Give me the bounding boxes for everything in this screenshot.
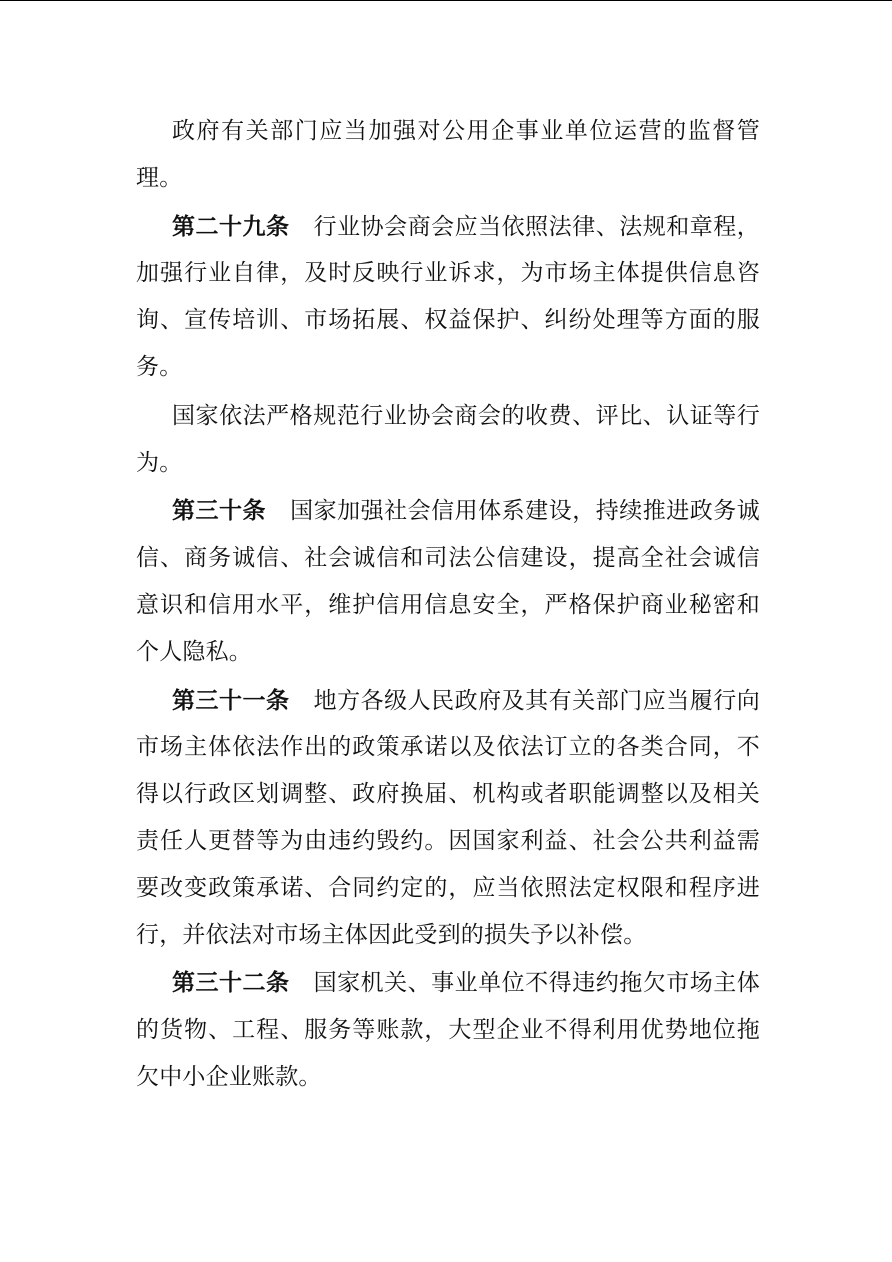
paragraph-article-32 [136,960,760,1100]
paragraph-text: 政府有关部门应当加强对公用企事业单位运营的监督管理。 [136,118,760,191]
article-number: 第三十一条 [172,686,290,714]
paragraph-text: 地方各级人民政府及其有关部门应当履行向市场主体依法作出的政策承诺以及依法订立的各类合同，不得以行政区划调整、政府换届、机构或者职能调整以及相关责任人更替等为由违约毁约。因国家利益、社会公共利益需要改变政策承诺、合同约定的，应当依照法定权限和程序进行，并依法对市场主体因此受到的损失予以补偿。 [136,687,760,948]
paragraph-article-29 [136,204,760,391]
article-number: 第三十条 [172,497,267,525]
paragraph-supervision [136,108,760,202]
paragraph-article-30 [136,488,760,675]
paragraph-text: 国家加强社会信用体系建设，持续推进政务诚信、商务诚信、社会诚信和司法公信建设，提高全社会诚信意识和信用水平，维护信用信息安全，严格保护商业秘密和个人隐私。 [136,498,760,665]
paragraph-text: 国家依法严格规范行业协会商会的收费、评比、认证等行为。 [136,402,760,476]
paragraph-regulation [136,393,760,487]
paragraph-text: 国家机关、事业单位不得违约拖欠市场主体的货物、工程、服务等账款，大型企业不得利用优势地位拖欠中小企业账款。 [136,970,760,1090]
article-number: 第二十九条 [172,212,290,240]
paragraph-text: 行业协会商会应当依照法律、法规和章程，加强行业自律，及时反映行业诉求，为市场主体提供信息咨询、宣传培训、市场拓展、权益保护、纠纷处理等方面的服务。 [136,213,760,380]
document-page [136,108,760,1103]
top-border-line [0,0,892,1]
article-number: 第三十二条 [172,969,290,997]
paragraph-article-31 [136,678,760,959]
